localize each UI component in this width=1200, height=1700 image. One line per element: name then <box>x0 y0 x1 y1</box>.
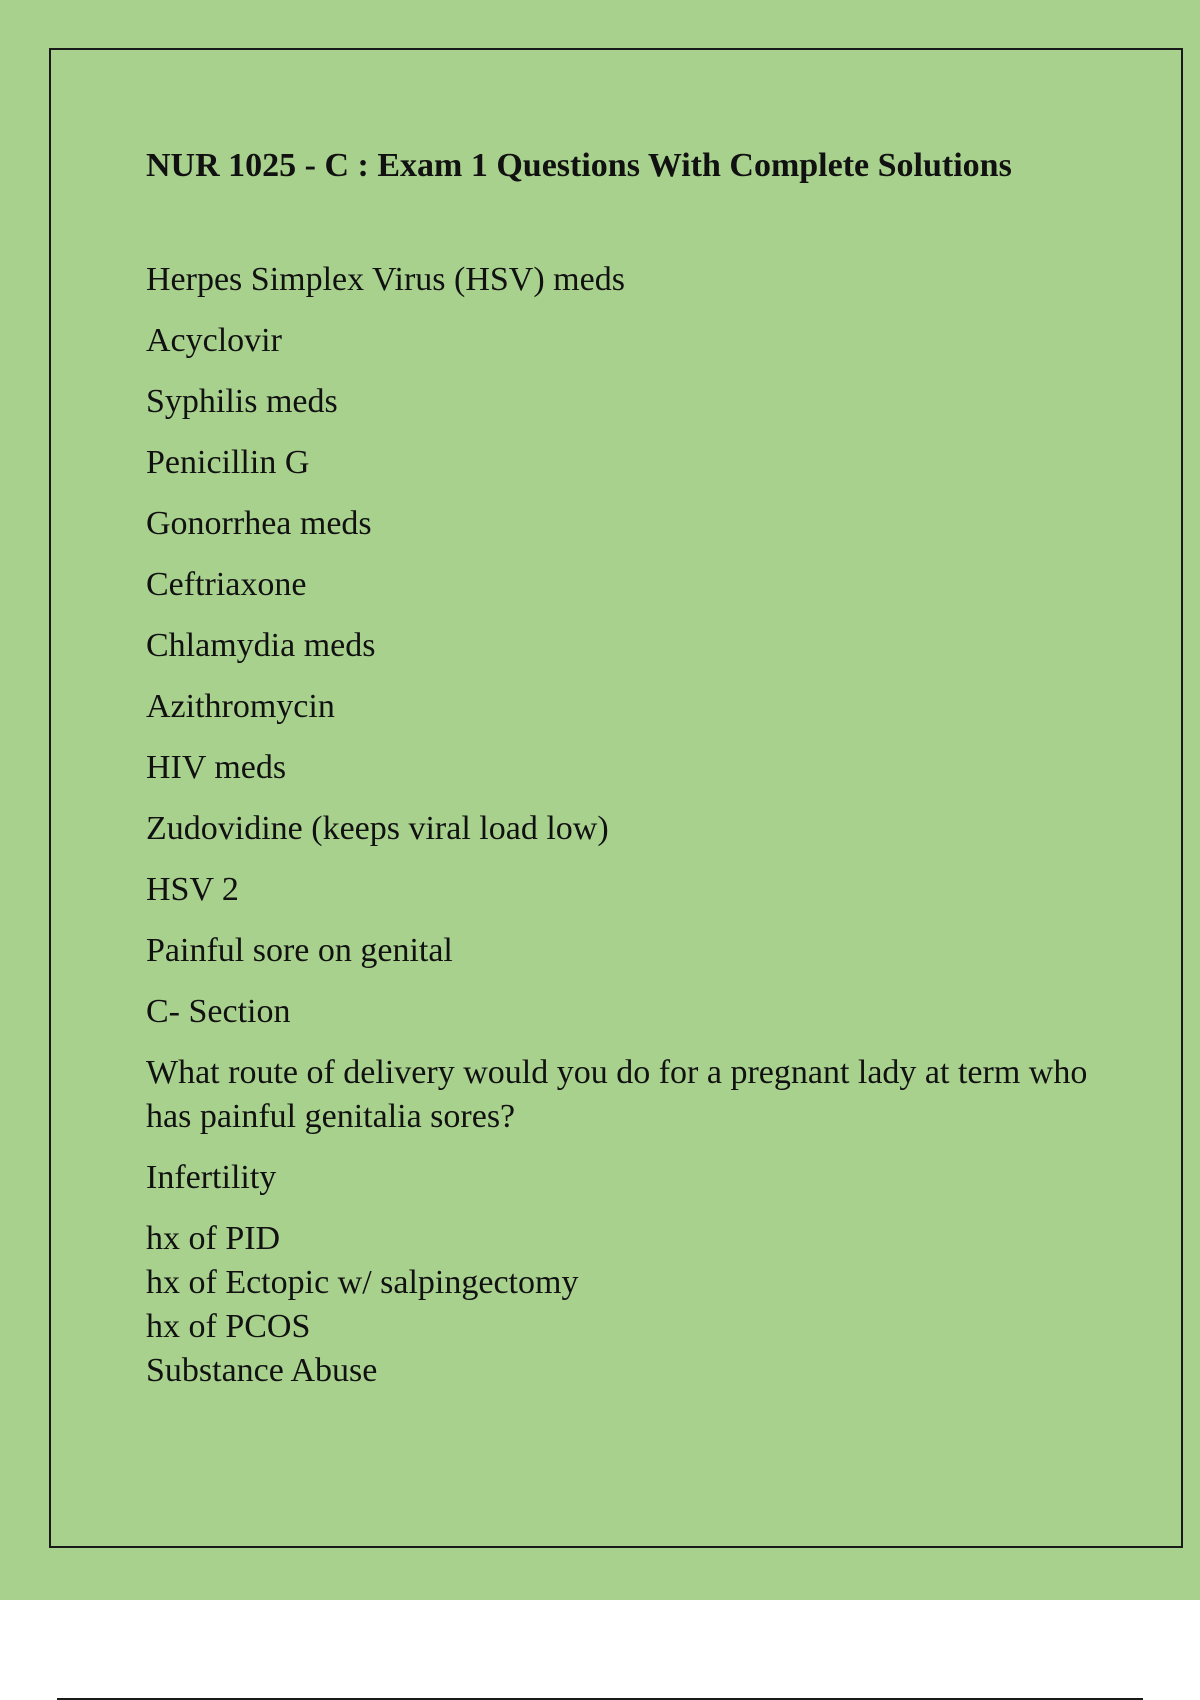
entry-hsv-2: HSV 2 <box>146 871 239 908</box>
entry-penicillin-g: Penicillin G <box>146 444 310 481</box>
document-title: NUR 1025 - C : Exam 1 Questions With Complete Solutions <box>146 147 1012 184</box>
document-body <box>146 140 1106 1410</box>
risk-factor-pid: hx of PID <box>146 1220 281 1257</box>
entry-azithromycin: Azithromycin <box>146 688 335 725</box>
entry-c-section: C- Section <box>146 993 291 1030</box>
entry-painful-sore: Painful sore on genital <box>146 932 453 969</box>
entry-acyclovir: Acyclovir <box>146 322 282 359</box>
risk-factor-pcos: hx of PCOS <box>146 1308 311 1345</box>
entry-infertility: Infertility <box>146 1159 277 1196</box>
entry-risk-factors <box>146 1217 1106 1393</box>
risk-factor-substance-abuse: Substance Abuse <box>146 1352 378 1389</box>
entry-hiv-meds: HIV meds <box>146 749 287 786</box>
entry-gonorrhea-meds: Gonorrhea meds <box>146 505 372 542</box>
entry-chlamydia-meds: Chlamydia meds <box>146 627 376 664</box>
entry-zudovidine: Zudovidine (keeps viral load low) <box>146 810 609 847</box>
entry-delivery-route-question: What route of delivery would you do for a pregnant lady at term who has painful genitalia sores? <box>146 1054 1088 1135</box>
entry-hsv-meds: Herpes Simplex Virus (HSV) meds <box>146 261 625 298</box>
entry-syphilis-meds: Syphilis meds <box>146 383 338 420</box>
entry-ceftriaxone: Ceftriaxone <box>146 566 307 603</box>
risk-factor-ectopic: hx of Ectopic w/ salpingectomy <box>146 1264 579 1301</box>
